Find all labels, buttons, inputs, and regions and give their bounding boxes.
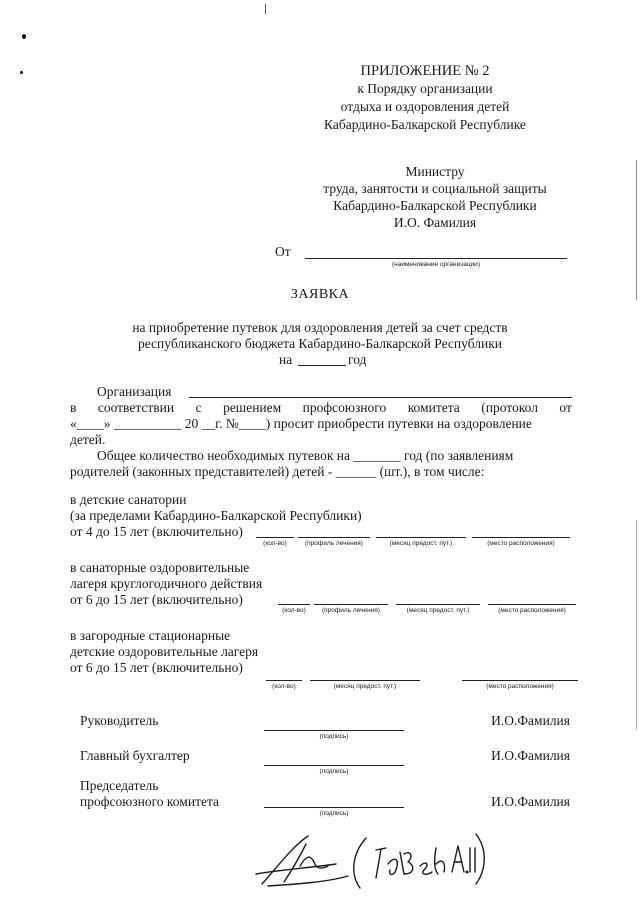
s2-qty-line [278, 604, 310, 605]
s2-profile-line [314, 604, 388, 605]
request-subtitle [60, 320, 580, 368]
union-chair-line-2: профсоюзного комитета [80, 794, 220, 809]
section-1-line-2: (за пределами Кабардино-Балкарской Республики) [70, 508, 362, 523]
accountant-sign-line [264, 765, 404, 766]
s2-month-caption: (месяц предост. пут.) [406, 607, 470, 614]
appendix-title: ПРИЛОЖЕНИЕ № 2 [360, 63, 490, 79]
director-name: И.О.Фамилия [491, 713, 570, 728]
accountant-label: Главный бухгалтер [80, 748, 190, 763]
handwritten-signature [248, 826, 488, 896]
from-line [305, 258, 567, 259]
paragraph-1-line-3: детей. [70, 432, 106, 447]
union-chair-sign-caption: (подпись) [319, 810, 349, 817]
scan-dot-small [20, 71, 23, 74]
accountant-name: И.О.Фамилия [491, 748, 570, 763]
union-chair-name: И.О.Фамилия [491, 794, 570, 809]
section-1-line-1: в детские санатории [70, 492, 187, 507]
org-line [189, 397, 572, 398]
s1-profile-caption: (профиль лечения) [305, 540, 363, 547]
s3-month-caption: (месяц предост. пут.) [333, 683, 397, 690]
section-3-line-1: в загородные стационарные [70, 628, 231, 643]
section-2 [70, 560, 262, 608]
request-subtitle-line-1: на приобретение путевок для оздоровления детей за счет средств [132, 320, 508, 335]
appendix-line-3: Кабардино-Балкарской Республике [324, 117, 526, 132]
paragraph-2-line-1: Общее количество необходимых путевок на _______ год (по заявлениям [97, 448, 514, 463]
s1-place-line [472, 537, 570, 538]
p1-word-6: комитета [407, 400, 460, 415]
union-chair-line-1: Председатель [80, 778, 159, 793]
appendix-block [300, 62, 550, 134]
s2-place-caption: (место расположения) [498, 607, 566, 614]
section-2-line-3: от 6 до 15 лет (включительно) [70, 592, 243, 607]
paragraph-1-line-2: «____» __________ 20 __г. №____) просит приобрести путевки на оздоровление [70, 416, 532, 431]
director-sign-line [264, 730, 404, 731]
addressee-line-4: И.О. Фамилия [393, 215, 477, 230]
director-label: Руководитель [80, 713, 159, 728]
addressee-block [310, 163, 560, 231]
scan-edge-top [265, 4, 266, 14]
p1-word-5: профсоюзного [302, 400, 387, 415]
scan-edge-right-lower [636, 520, 637, 730]
union-chair-label [80, 778, 219, 810]
addressee-line-3: Кабардино-Балкарской Республики [333, 198, 537, 213]
section-2-line-2: лагеря круглогодичного действия [70, 576, 263, 591]
s1-profile-line [298, 537, 370, 538]
s3-qty-line [266, 680, 302, 681]
from-caption: (наименование организации) [392, 261, 480, 268]
s2-place-line [488, 604, 576, 605]
scan-edge-right [636, 160, 637, 300]
s2-month-line [396, 604, 480, 605]
p1-word-4: решением [223, 400, 282, 415]
s1-month-caption: (месяц предост. пут.) [389, 540, 453, 547]
s2-profile-caption: (профиль лечения) [322, 607, 380, 614]
section-1 [70, 492, 362, 540]
appendix-line-1: к Порядку организации [357, 81, 493, 96]
section-1-line-3: от 4 до 15 лет (включительно) [70, 524, 243, 539]
request-year-line [60, 352, 580, 368]
s1-month-line [376, 537, 466, 538]
p1-word-8: от [559, 400, 572, 415]
from-label: От [275, 244, 291, 259]
year-suffix: год [348, 352, 367, 367]
s1-place-caption: (место расположения) [487, 540, 555, 547]
union-chair-sign-line [264, 807, 404, 808]
s3-month-line [310, 680, 420, 681]
section-3-line-3: от 6 до 15 лет (включительно) [70, 660, 243, 675]
p1-word-1: в [70, 400, 77, 415]
section-3 [70, 628, 258, 676]
s1-qty-line [256, 537, 294, 538]
appendix-line-2: отдыха и оздоровления детей [340, 99, 510, 114]
p1-word-2: соответствии [97, 400, 175, 415]
paragraph-1-line-1 [70, 400, 572, 416]
director-sign-caption: (подпись) [319, 733, 349, 740]
s3-place-caption: (место расположения) [486, 683, 554, 690]
request-subtitle-line-2: республиканского бюджета Кабардино-Балкарской Республики [137, 336, 503, 351]
addressee-line-1: Министру [405, 164, 465, 179]
paragraph-2-line-2: родителей (законных представителей) детей - ______ (шт.), в том числе: [70, 464, 485, 479]
addressee-line-2: труда, занятости и социальной защиты [323, 181, 547, 196]
section-2-line-1: в санаторные оздоровительные [70, 560, 250, 575]
s1-qty-caption: (кол-во) [263, 540, 287, 547]
request-title: ЗАЯВКА [290, 287, 350, 302]
scan-dot [22, 34, 26, 39]
section-3-line-2: детские оздоровительные лагеря [70, 644, 259, 659]
year-blank [298, 365, 346, 366]
p1-word-3: с [195, 400, 202, 415]
p1-word-7: (протокол [481, 400, 538, 415]
accountant-sign-caption: (подпись) [319, 768, 349, 775]
s3-place-line [462, 680, 578, 681]
s3-qty-caption: (кол-во) [272, 683, 296, 690]
org-label: Организация [97, 384, 172, 399]
year-prefix: на [279, 352, 293, 367]
s2-qty-caption: (кол-во) [282, 607, 306, 614]
